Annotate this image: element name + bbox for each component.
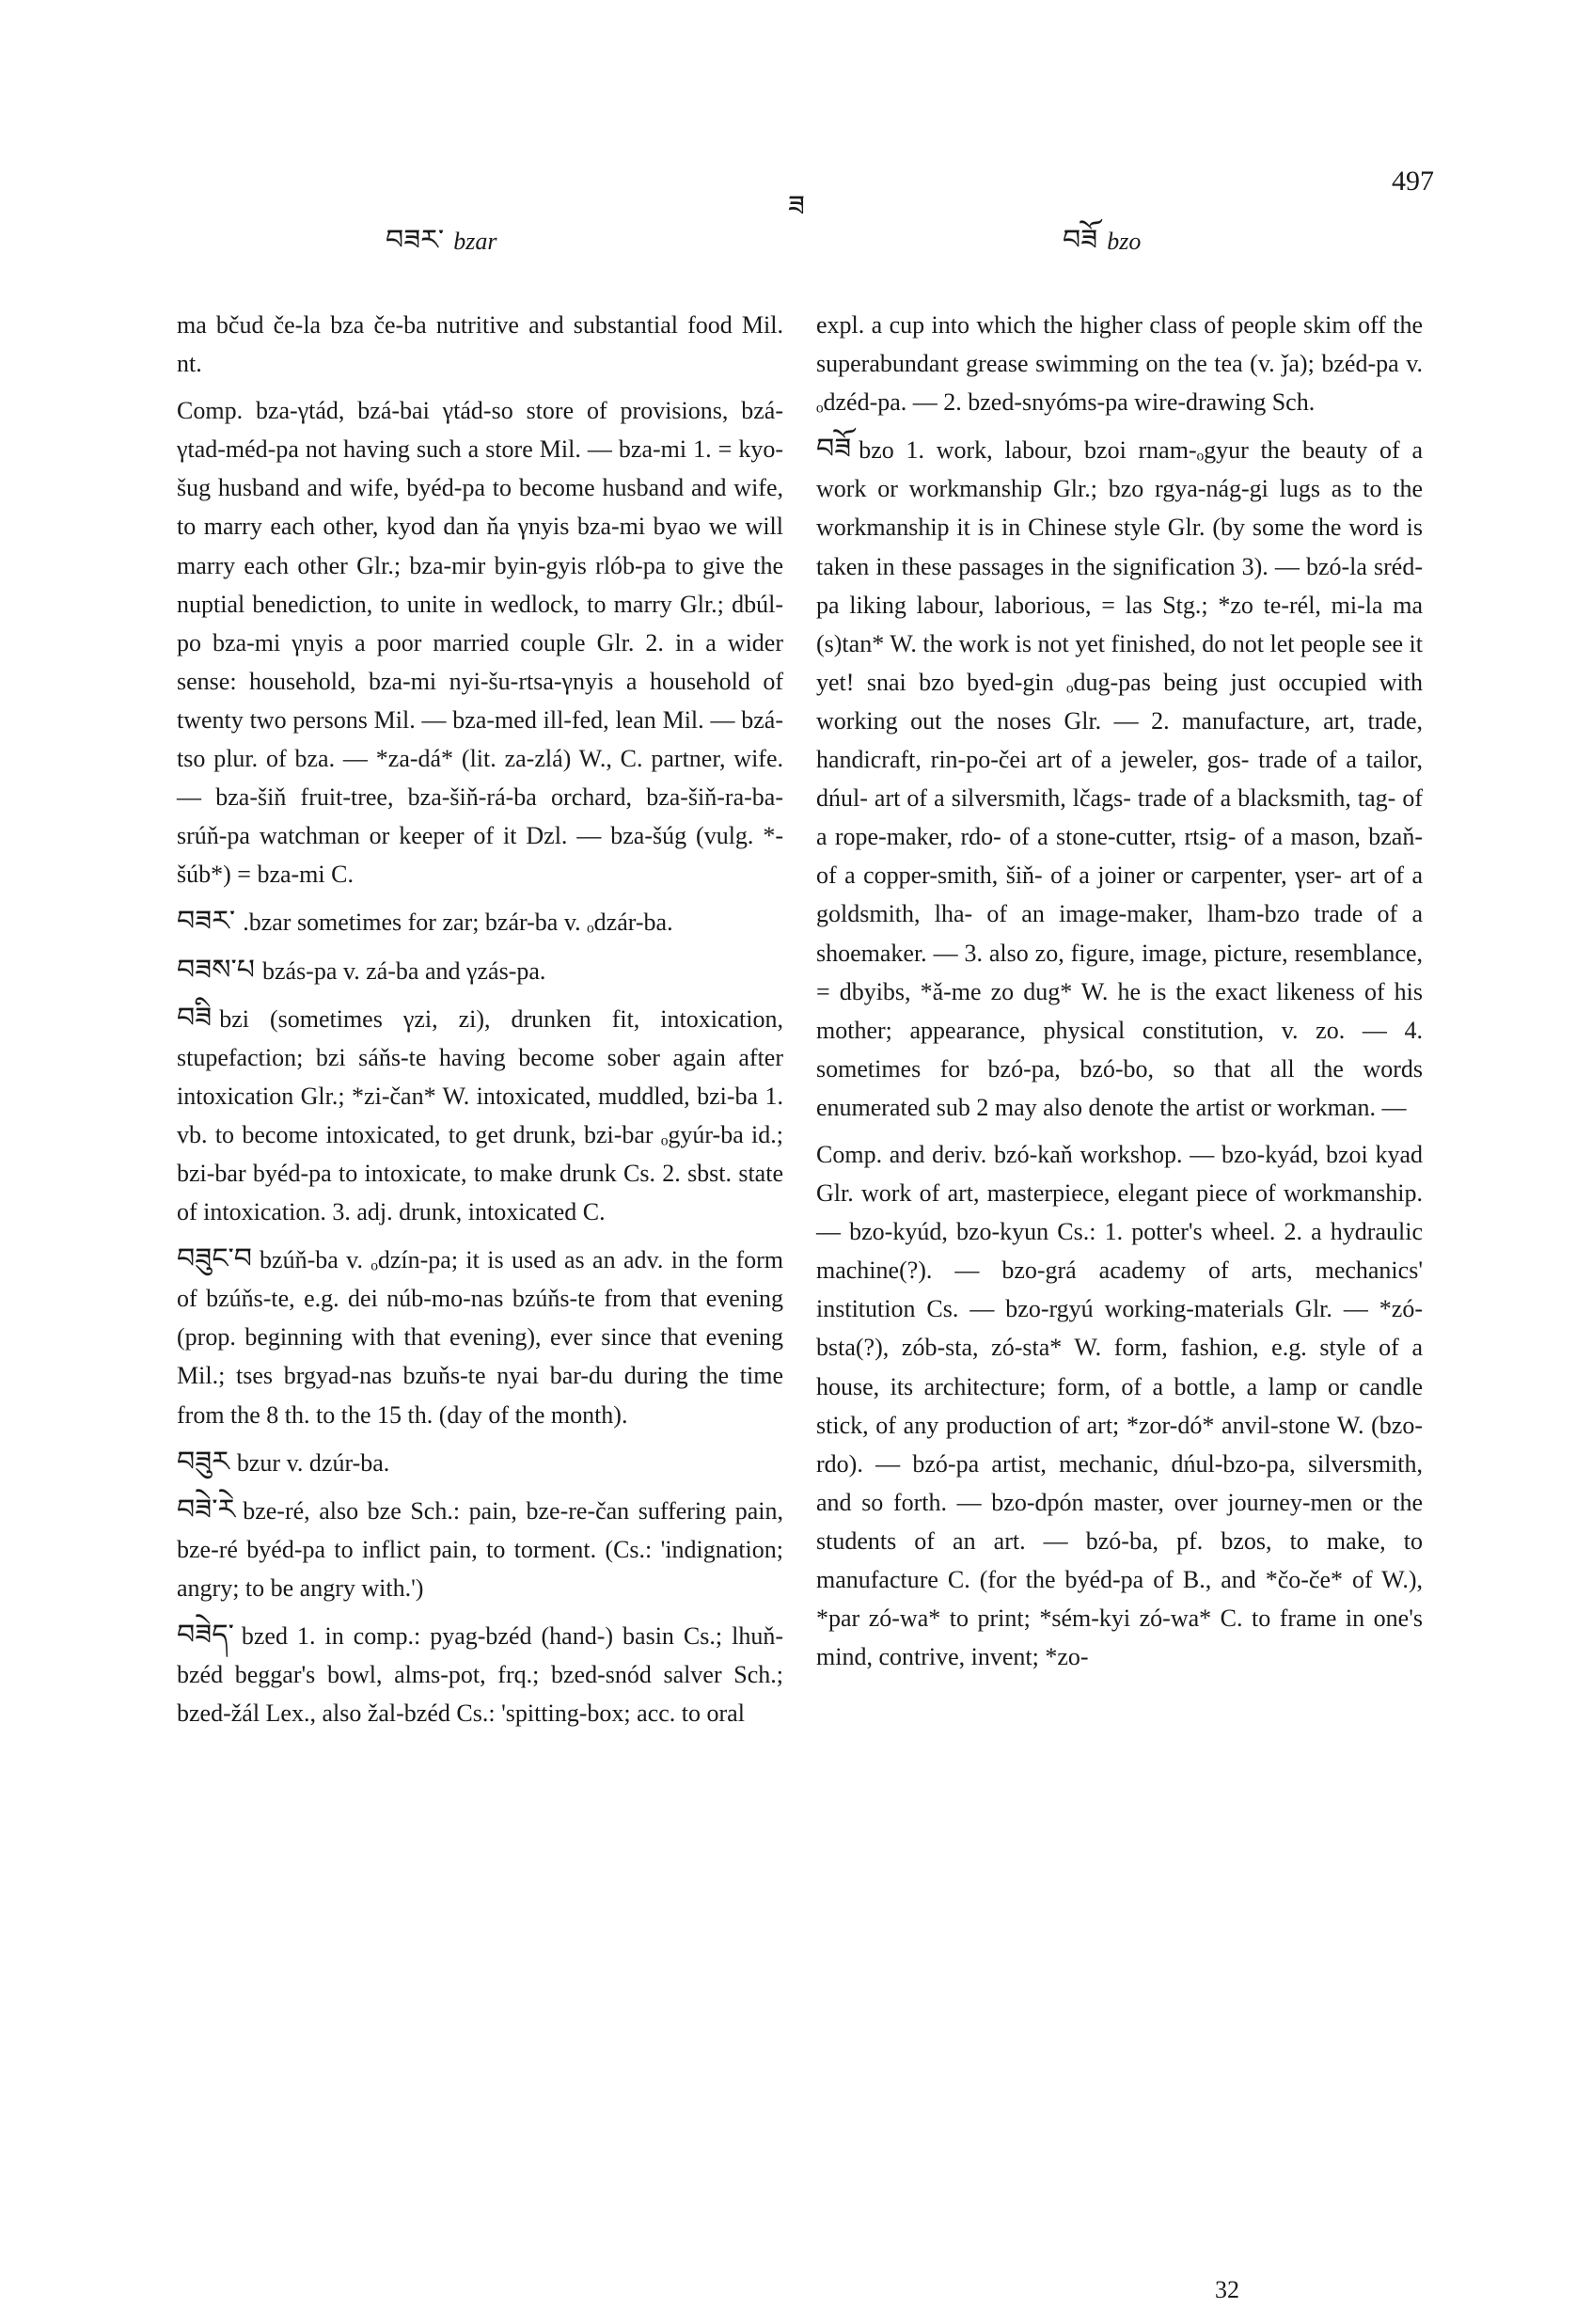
- running-head-right-word: bzo: [1107, 228, 1142, 255]
- entry-headword-tibetan: བཟེད་: [177, 1620, 234, 1651]
- dictionary-entry: [177, 951, 783, 990]
- running-head-right: [1063, 209, 1141, 288]
- dictionary-entry: [177, 1491, 783, 1607]
- page-number: 497: [1392, 166, 1434, 197]
- dictionary-entry: [177, 1443, 783, 1482]
- dictionary-entry: [816, 1135, 1423, 1676]
- entry-headword-tibetan: བཟས་པ: [177, 954, 255, 986]
- dictionary-entry: [177, 902, 783, 941]
- entry-text: bzi (sometimes γzi, zi), drunken fit, intoxication, stupefaction; bzi sáňs-te having become sober again after intoxication Glr.; *zi-čan* W. intoxicated, muddled, bzi-ba 1. vb. to become intoxicated, to get drunk, bzi-bar ₒgyúr-ba id.; bzi-bar byéd-pa to intoxicate, to make drunk Cs. 2. sbst. state of intoxication. 3. adj. drunk, intoxicated C.: [177, 1004, 783, 1226]
- entry-text: bze-ré, also bze Sch.: pain, bze-re-čan suffering pain, bze-ré byéd-pa to inflict pain, to torment. (Cs.: 'indignation; angry; to be angry with.'): [177, 1496, 783, 1602]
- dictionary-entry: [177, 391, 783, 893]
- signature-mark: 32: [1215, 2276, 1239, 2303]
- entry-headword-tibetan: བཟར་: [177, 906, 236, 938]
- entry-text: Comp. and deriv. bzó-kaň workshop. — bzo-kyád, bzoi kyad Glr. work of art, masterpiece, elegant piece of workmanship. — bzo-kyúd, bzo-kyun Cs.: 1. potter's wheel. 2. a hydraulic machine(?). — bzo-grá academy of arts, mechanics' institution Cs. — bzo-rgyú working-materials Glr. — *zó-bsta(?), zób-sta, zó-sta* W. form, fashion, e.g. style of a house, its architecture; form, of a bottle, a lamp or candle stick, of any production of art; *zor-dó* anvil-stone W. (bzo-rdo). — bzó-pa artist, mechanic, dńul-bzo-pa, silversmith, and so forth. — bzo-dpón master, over journey-men or the students of an art. — bzó-ba, pf. bzos, to make, to manufacture C. (for the byéd-pa of B., and *čo-če* of W.), *par zó-wa* to print; *sém-kyi zó-wa* C. to frame in one's mind, contrive, invent; *zo-: [816, 1140, 1423, 1671]
- entry-text: bzás-pa v. zá-ba and γzás-pa.: [261, 956, 546, 985]
- entry-headword-tibetan: བཟོ: [816, 434, 852, 466]
- entry-text: bzur v. dzúr-ba.: [236, 1448, 390, 1477]
- entry-text: bzúň-ba v. ₒdzín-pa; it is used as an adv. in the form of bzúňs-te, e.g. dei núb-mo-nas bzúňs-te from that evening (prop. beginning with that evening), ever since that evening Mil.; tses brgyad-nas bzuňs-te nyai bar-du during the time from the 8 th. to the 15 th. (day of the month).: [177, 1246, 783, 1429]
- entry-text: bzo 1. work, labour, bzoi rnam-ₒgyur the beauty of a work or workmanship Glr.; bzo rgya-nág-gi lugs as to the workmanship it is in Chinese style Glr. (by some the word is taken in these passages in the signification 3). — bzó-la sréd-pa liking labour, laborious, = las Stg.; *zo te-rél, mi-la ma (s)tan* W. the work is not yet finished, do not let people see it yet! snai bzo byed-gin ₒdug-pas being just occupied with working out the noses Glr. — 2. manufacture, art, trade, handicraft, rin-po-čei art of a jeweler, gos- trade of a tailor, dńul- art of a silversmith, lčags- trade of a blacksmith, tag- of a rope-maker, rdo- of a stone-cutter, rtsig- of a mason, bzaň- of a copper-smith, šiň- of a joiner or carpenter, γser- art of a goldsmith, lha- of an image-maker, lham-bzo trade of a shoemaker. — 3. also zo, figure, image, picture, resemblance, = dbyibs, *ǎ-me zo dug* W. he is the exact likeness of his mother; appearance, physical constitution, v. zo. — 4. sometimes for bzó-pa, bzó-bo, so that all the words enumerated sub 2 may also denote the artist or workman. —: [816, 436, 1423, 1121]
- dictionary-entry: [816, 430, 1423, 1127]
- dictionary-entry: [177, 1240, 783, 1433]
- entry-headword-tibetan: བཟུང་བ: [177, 1243, 253, 1275]
- running-head-left-tibetan: བཟར་: [386, 225, 445, 256]
- left-column: [177, 306, 783, 1741]
- dictionary-entry: [816, 306, 1423, 421]
- running-head-left: [386, 209, 496, 288]
- entry-text: Comp. bza-γtád, bzá-bai γtád-so store of provisions, bzá-γtad-méd-pa not having such a store Mil. — bza-mi 1. = kyo-šug husband and wife, byéd-pa to become husband and wife, to marry each other, kyod dan ňa γnyis bza-mi byao we will marry each other Glr.; bza-mir byin-gyis rlób-pa to give the nuptial benediction, to unite in wedlock, to marry Glr.; dbúl-po bza-mi γnyis a poor married couple Glr. 2. in a wider sense: household, bza-mi nyi-šu-rtsa-γnyis a household of twenty two persons Mil. — bza-med ill-fed, lean Mil. — bzá-tso plur. of bza. — *za-dá* (lit. za-zlá) W., C. partner, wife. — bza-šiň fruit-tree, bza-šiň-rá-ba orchard, bza-šiň-ra-ba-srúň-pa watchman or keeper of it Dzl. — bza-šúg (vulg. *-šúb*) = bza-mi C.: [177, 397, 783, 889]
- entry-headword-tibetan: བཟུར: [177, 1446, 229, 1478]
- right-column: [816, 306, 1423, 1684]
- entry-text: .bzar sometimes for zar; bzár-ba v. ₒdzár-ba.: [243, 909, 673, 937]
- dictionary-entry: [177, 999, 783, 1232]
- entry-headword-tibetan: བཟི: [177, 1002, 213, 1034]
- entry-text: bzed 1. in comp.: pyag-bzéd (hand-) basin Cs.; lhuň-bzéd beggar's bowl, alms-pot, frq.; bzed-snód salver Sch.; bzed-žál Lex., also žal-bzéd Cs.: 'spitting-box; acc. to oral: [177, 1622, 783, 1728]
- running-head-right-tibetan: བཟོ: [1063, 225, 1098, 256]
- running-head-left-word: bzar: [453, 228, 497, 255]
- dictionary-entry: [177, 306, 783, 383]
- entry-text: expl. a cup into which the higher class of people skim off the superabundant grease swimming on the tea (v. ǰa); bzéd-pa v. ₒdzéd-pa. — 2. bzed-snyóms-pa wire-drawing Sch.: [816, 311, 1423, 417]
- entry-text: ma bčud če-la bza če-ba nutritive and substantial food Mil. nt.: [177, 311, 783, 378]
- dictionary-entry: [177, 1616, 783, 1732]
- entry-headword-tibetan: བཟེ་རེ: [177, 1494, 236, 1526]
- running-head-center-letter: ཟ: [788, 191, 805, 222]
